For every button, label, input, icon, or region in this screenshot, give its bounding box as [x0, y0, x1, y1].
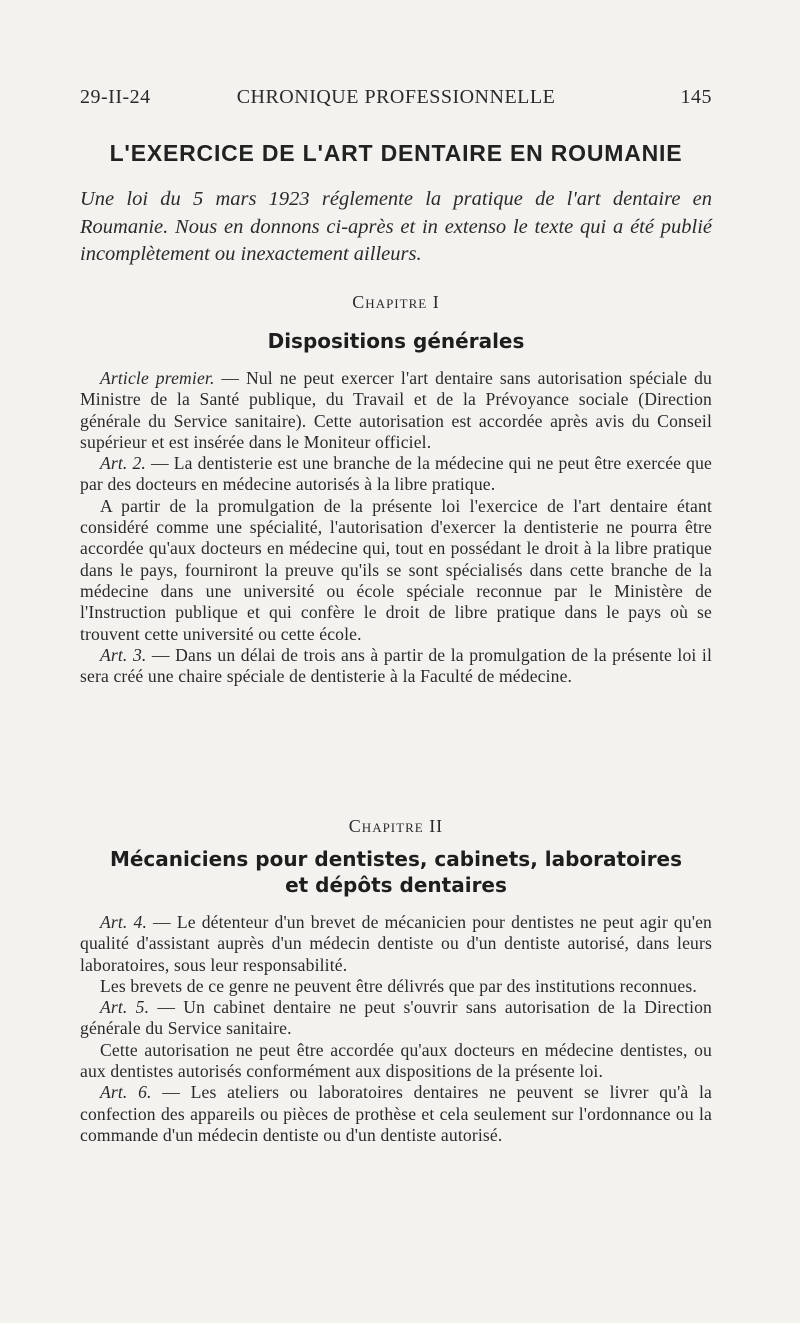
chapter-1-label [80, 292, 712, 313]
chapter-2-label [80, 816, 712, 837]
chapter-2-title [80, 846, 712, 898]
article-text: — Les ateliers ou laboratoires dentaires ne peuvent se livrer qu'à la confection des appareils ou pièces de prothèse et cela seulement sur l'ordonnance ou la commande d'un médecin dentiste ou d'un dentiste autorisé. [80, 1082, 713, 1145]
chapter-2-title-line-2: et dépôts dentaires [285, 873, 507, 897]
chapter-1-body [80, 368, 712, 687]
paragraph [80, 976, 712, 997]
article-text: Les brevets de ce genre ne peuvent être délivrés que par des institutions reconnues. [100, 975, 697, 996]
intro-paragraph: Une loi du 5 mars 1923 réglemente la pratique de l'art dentaire en Roumanie. Nous en donnons ci-après et in extenso le texte qui a été publié incomplètement ou inexactement ailleurs. [80, 188, 712, 265]
chapter-2-body [80, 912, 712, 1146]
chapter-1-label-text: Chapitre I [352, 292, 440, 312]
chapter-2-title-line-1: Mécaniciens pour dentistes, cabinets, laboratoires [109, 847, 683, 871]
chapter-2-label-text: Chapitre II [348, 816, 444, 836]
article-label: Article premier. [100, 368, 215, 388]
article-text: — La dentisterie est une branche de la médecine qui ne peut être exercée que par des docteurs en médecine autorisés à la libre pratique. [80, 453, 712, 495]
chapter-1-title: Dispositions générales [267, 329, 525, 353]
article-label: Art. 3. [100, 644, 147, 665]
paragraph [80, 912, 712, 976]
article-label: Art. 6. [100, 1082, 152, 1103]
paragraph [80, 453, 712, 496]
header-date: 29-II-24 [80, 86, 151, 108]
article-label: Art. 5. [100, 997, 150, 1018]
paragraph [80, 997, 712, 1040]
paragraph [80, 368, 712, 453]
page-number: 145 [680, 86, 712, 108]
paragraph [80, 1082, 712, 1146]
paragraph [80, 1040, 712, 1083]
article-text: — Un cabinet dentaire ne peut s'ouvrir sans autorisation de la Direction générale du Service sanitaire. [80, 997, 712, 1039]
article-text: — Nul ne peut exercer l'art dentaire sans autorisation spéciale du Ministre de la Santé publique, du Travail et de la Prévoyance sociale (Direction générale du Service sanitaire). Cette autorisation est accordée après avis du Conseil supérieur et est insérée dans le Moniteur officiel. [80, 368, 712, 452]
article-label: Art. 4. [100, 912, 148, 932]
article-title: L'EXERCICE DE L'ART DENTAIRE EN ROUMANIE [109, 140, 683, 166]
article-text: — Le détenteur d'un brevet de mécanicien pour dentistes ne peut agir qu'en qualité d'assistant auprès d'un médecin dentiste ou d'un dentiste autorisé, dans leurs laboratoires, sous leur responsabilité. [80, 912, 712, 975]
article-label: Art. 2. [100, 453, 146, 474]
header-section: CHRONIQUE PROFESSIONNELLE [236, 86, 556, 108]
article-text: — Dans un délai de trois ans à partir de la promulgation de la présente loi il sera créé une chaire spéciale de dentisterie à la Faculté de médecine. [80, 644, 712, 687]
article-text: A partir de la promulgation de la présente loi l'exercice de l'art dentaire étant considéré comme une spécialité, l'autorisation d'exercer la dentisterie ne pourra être accordée qu'aux docteurs en médecine qui, tout en possédant le droit à la libre pratique dans le pays, fourniront la preuve qu'ils se sont spécialisés dans cette branche de la médecine dans une université ou école spéciale reconnue par le Ministère de l'Instruction publique et qui confère le droit de libre pratique dans le pays où se trouvent cette université ou cette école. [80, 495, 712, 644]
paragraph [80, 645, 712, 688]
article-text: Cette autorisation ne peut être accordée qu'aux docteurs en médecine dentistes, ou aux dentistes autorisés conformément aux dispositions de la présente loi. [80, 1039, 712, 1082]
paragraph [80, 496, 712, 645]
running-header [80, 86, 712, 116]
